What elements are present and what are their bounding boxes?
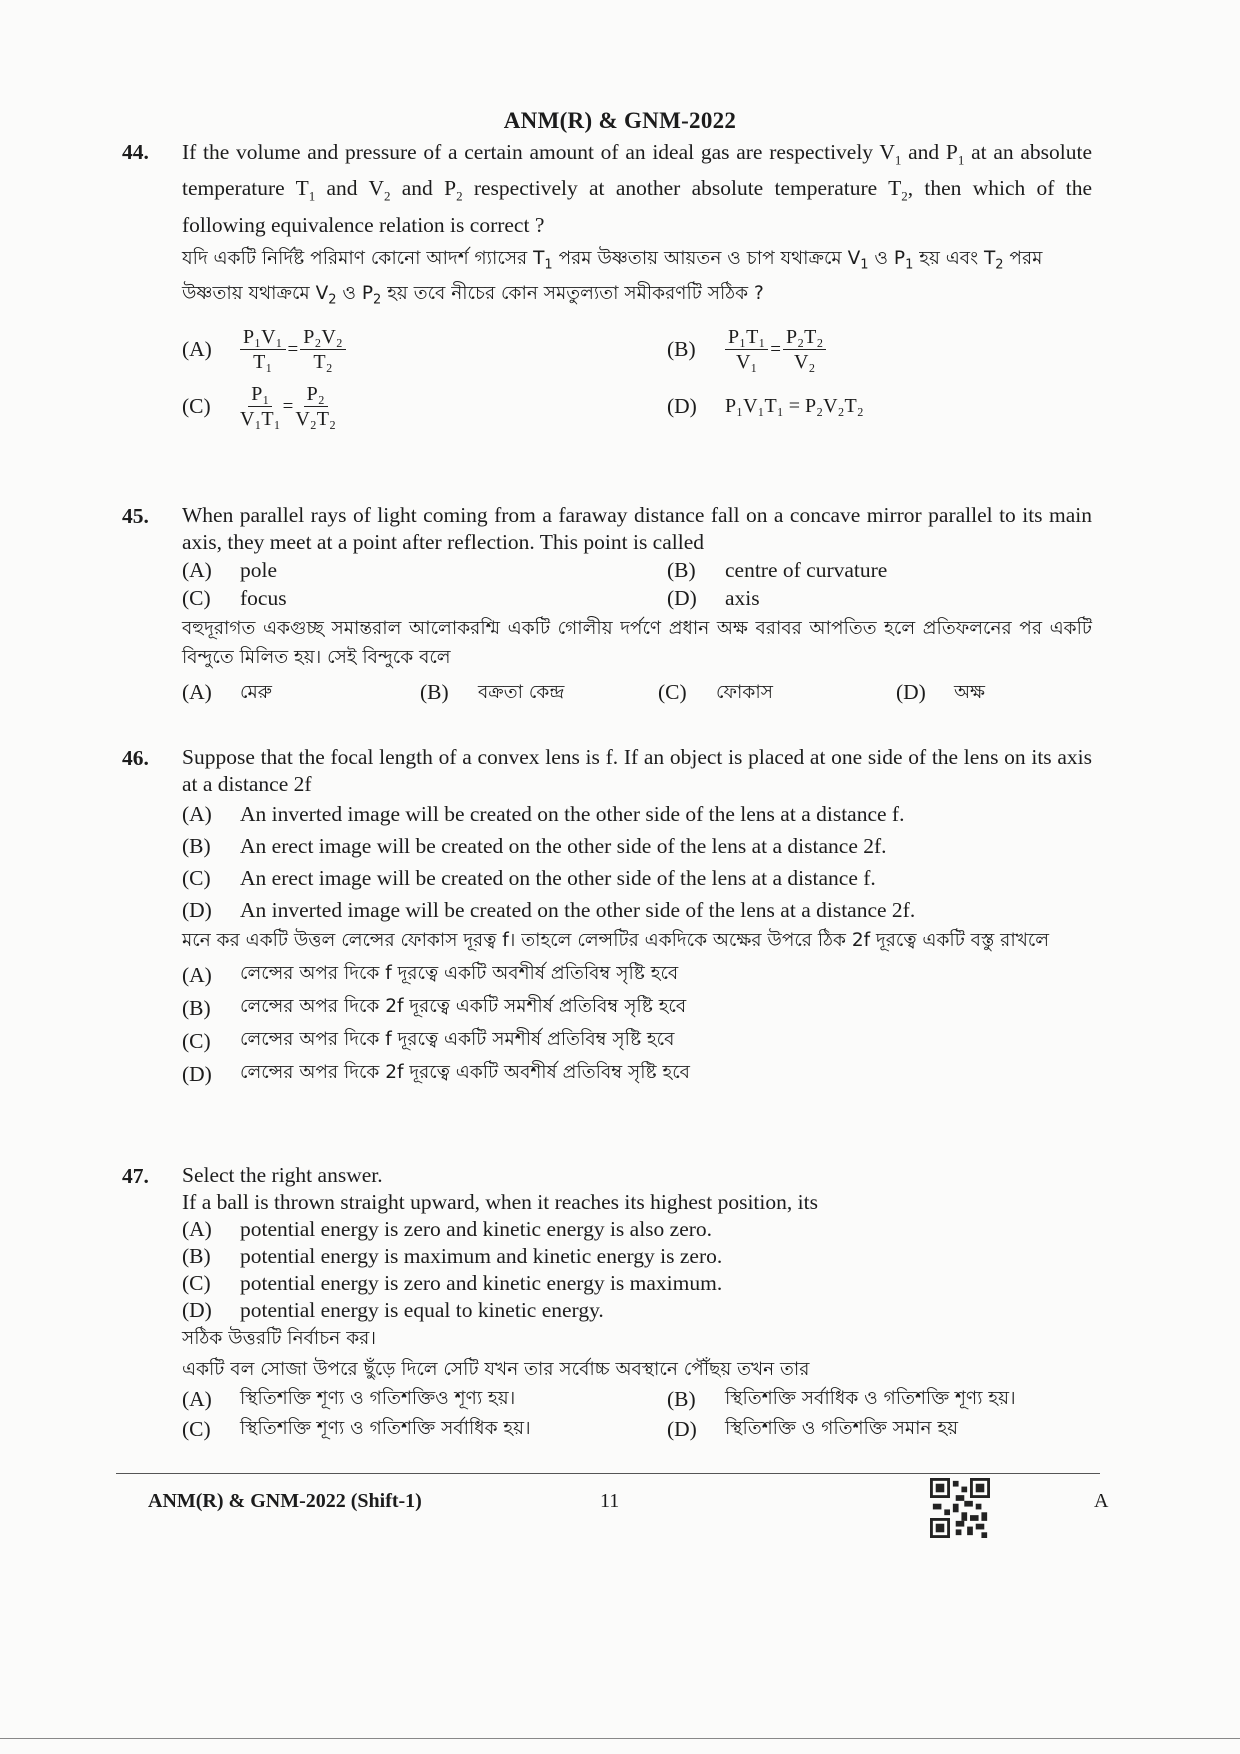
options-en (182, 1216, 1092, 1324)
option-a: (A) মেরু (182, 680, 272, 704)
page-title: ANM(R) & GNM-2022 (503, 108, 737, 133)
option-d: (D) অক্ষ (896, 680, 986, 704)
page-bottom-edge (0, 1738, 1240, 1739)
option-a: (A) $\frac{\text{P₁V₁}}{\text{T₁}}$ = $\frac{\text{P₂V₂}}{\text{T₂}}$ (182, 325, 667, 374)
question-number: 45. (122, 504, 149, 528)
fraction: $\frac{\text{P₁V₁}}{\text{T₁}}$ (240, 325, 286, 374)
question-text-bn: যদি একটি নির্দিষ্ট পরিমাণ কোনো আদর্শ গ্যাসের $T_1$ পরম উষ্ণতায় আয়তন ও চাপ যথাক্রমে $V_1$ ও $P_1$ হয় এবং $T_2$ পরম উষ্ণতায় যথাক্রমে $V_2$ ও $P_2$ হয় তবে নীচের কোন সমতুল্যতা সমীকরণটি সঠিক ? (182, 247, 1043, 308)
option-c: (C) An erect image will be created on the other side of the lens at a distance f. (182, 866, 876, 890)
option-a: (A) An inverted image will be created on the other side of the lens at a distance f. (182, 802, 905, 826)
option-b: (B) centre of curvature (667, 558, 888, 582)
options-bn (182, 1384, 1092, 1444)
option-d: (D) An inverted image will be created on the other side of the lens at a distance 2f. (182, 898, 916, 922)
fraction: $\frac{\text{P₂}}{\text{V₂T₂}}$ (295, 382, 336, 430)
page-number: 11 (600, 1490, 620, 1512)
option-c: (C) focus (182, 586, 287, 610)
option-a: (A) লেন্সের অপর দিকে f দূরত্বে একটি অবশীর্ষ প্রতিবিম্ব সৃষ্টি হবে (182, 963, 679, 987)
option-d: (D) axis (667, 586, 760, 610)
options (182, 325, 1092, 431)
footer-divider (116, 1473, 1100, 1474)
question-text-en: If a ball is thrown straight upward, when it reaches its highest position, its (182, 1190, 818, 1214)
option-b: (B) বক্রতা কেন্দ্র (420, 680, 565, 704)
qr-code-icon (930, 1478, 990, 1538)
question-text-bn: একটি বল সোজা উপরে ছুঁড়ে দিলে সেটি যখন তার সর্বোচ্চ অবস্থানে পৌঁছয় তখন তার (182, 1359, 810, 1380)
question-45 (122, 502, 1092, 707)
option-b: (B) স্থিতিশক্তি সর্বাধিক ও গতিশক্তি শূণ্য হয়। (667, 1387, 1016, 1411)
fraction: $\frac{\text{P₁T₁}}{\text{V₁}}$ (725, 325, 768, 374)
fraction: $\frac{\text{P₂T₂}}{\text{V₂}}$ (783, 325, 826, 374)
option-c: (C) স্থিতিশক্তি শূণ্য ও গতিশক্তি সর্বাধিক হয়। (182, 1417, 531, 1441)
fraction: $\frac{\text{P₂V₂}}{\text{T₂}}$ (300, 325, 346, 374)
option-b: (B) $\frac{\text{P₁T₁}}{\text{V₁}}$ = $\frac{\text{P₂T₂}}{\text{V₂}}$ (667, 325, 1152, 374)
question-text-bn: বহুদূরাগত একগুচ্ছ সমান্তরাল আলোকরশ্মি একটি গোলীয় দর্পণে প্রধান অক্ষ বরাবর আপতিত হলে প্রতিফলনের পর একটি বিন্দুতে মিলিত হয়। সেই বিন্দুকে বলে (182, 618, 1092, 668)
option-a: (A) potential energy is zero and kinetic energy is also zero. (182, 1217, 713, 1241)
question-text-en: When parallel rays of light coming from a faraway distance fall on a concave mirror parallel to its main axis, they meet at a point after reflection. This point is called (182, 503, 1092, 554)
question-46 (122, 744, 1092, 1091)
question-number: 44. (122, 140, 149, 164)
option-c: (C) ফোকাস (658, 680, 773, 704)
question-text-en: Suppose that the focal length of a convex lens is f. If an object is placed at one side of the lens on its axis at a distance 2f (182, 745, 1092, 796)
option-c: (C) potential energy is zero and kinetic energy is maximum. (182, 1271, 723, 1295)
option-a: (A) pole (182, 558, 278, 582)
fraction: $\frac{\text{P₁}}{\text{V₁T₁}}$ (240, 382, 281, 430)
option-c: (C) লেন্সের অপর দিকে f দূরত্বে একটি সমশীর্ষ প্রতিবিম্ব সৃষ্টি হবে (182, 1029, 675, 1053)
option-d: (D) স্থিতিশক্তি ও গতিশক্তি সমান হয় (667, 1417, 959, 1441)
question-text-bn: মনে কর একটি উত্তল লেন্সের ফোকাস দূরত্ব f। তাহলে লেন্সটির একদিকে অক্ষের উপরে ঠিক 2f দূরত্বে একটি বস্তু রাখলে (182, 930, 1050, 951)
option-d: (D) potential energy is equal to kinetic energy. (182, 1298, 604, 1322)
option-d: (D) P₁V₁T₁ = P₂V₂T₂ (667, 393, 864, 418)
option-b: (B) লেন্সের অপর দিকে 2f দূরত্বে একটি সমশীর্ষ প্রতিবিম্ব সৃষ্টি হবে (182, 996, 687, 1020)
question-47 (122, 1162, 1092, 1444)
options-bn (182, 678, 1092, 707)
question-number: 46. (122, 746, 149, 770)
options-en (182, 556, 1092, 612)
options-en (182, 798, 1092, 926)
question-instruction-bn: সঠিক উত্তরটি নির্বাচন কর। (182, 1328, 376, 1349)
question-number: 47. (122, 1164, 149, 1188)
question-44 (122, 138, 1092, 431)
option-a: (A) স্থিতিশক্তি শূণ্য ও গতিশক্তিও শূণ্য হয়। (182, 1387, 516, 1411)
question-set-code: A (1094, 1490, 1109, 1512)
option-b: (B) An erect image will be created on the other side of the lens at a distance 2f. (182, 834, 887, 858)
options-bn (182, 959, 1092, 1091)
question-text-en: If the volume and pressure of a certain amount of an ideal gas are respectively $V_1$ and $P_1$ at an absolute temperature $T_1$ and $V_2$ and $P_2$ respectively at another absolute temperature $T_2$, then which of the following equivalence relation is correct ? (182, 140, 1093, 237)
question-instruction-en: Select the right answer. (182, 1163, 383, 1187)
option-d: (D) লেন্সের অপর দিকে 2f দূরত্বে একটি অবশীর্ষ প্রতিবিম্ব সৃষ্টি হবে (182, 1062, 690, 1086)
option-b: (B) potential energy is maximum and kinetic energy is zero. (182, 1244, 723, 1268)
option-c: (C) $\frac{\text{P₁}}{\text{V₁T₁}}$ = $\frac{\text{P₂}}{\text{V₂T₂}}$ (182, 382, 336, 430)
footer-exam-code: ANM(R) & GNM-2022 (Shift-1) (148, 1490, 422, 1512)
